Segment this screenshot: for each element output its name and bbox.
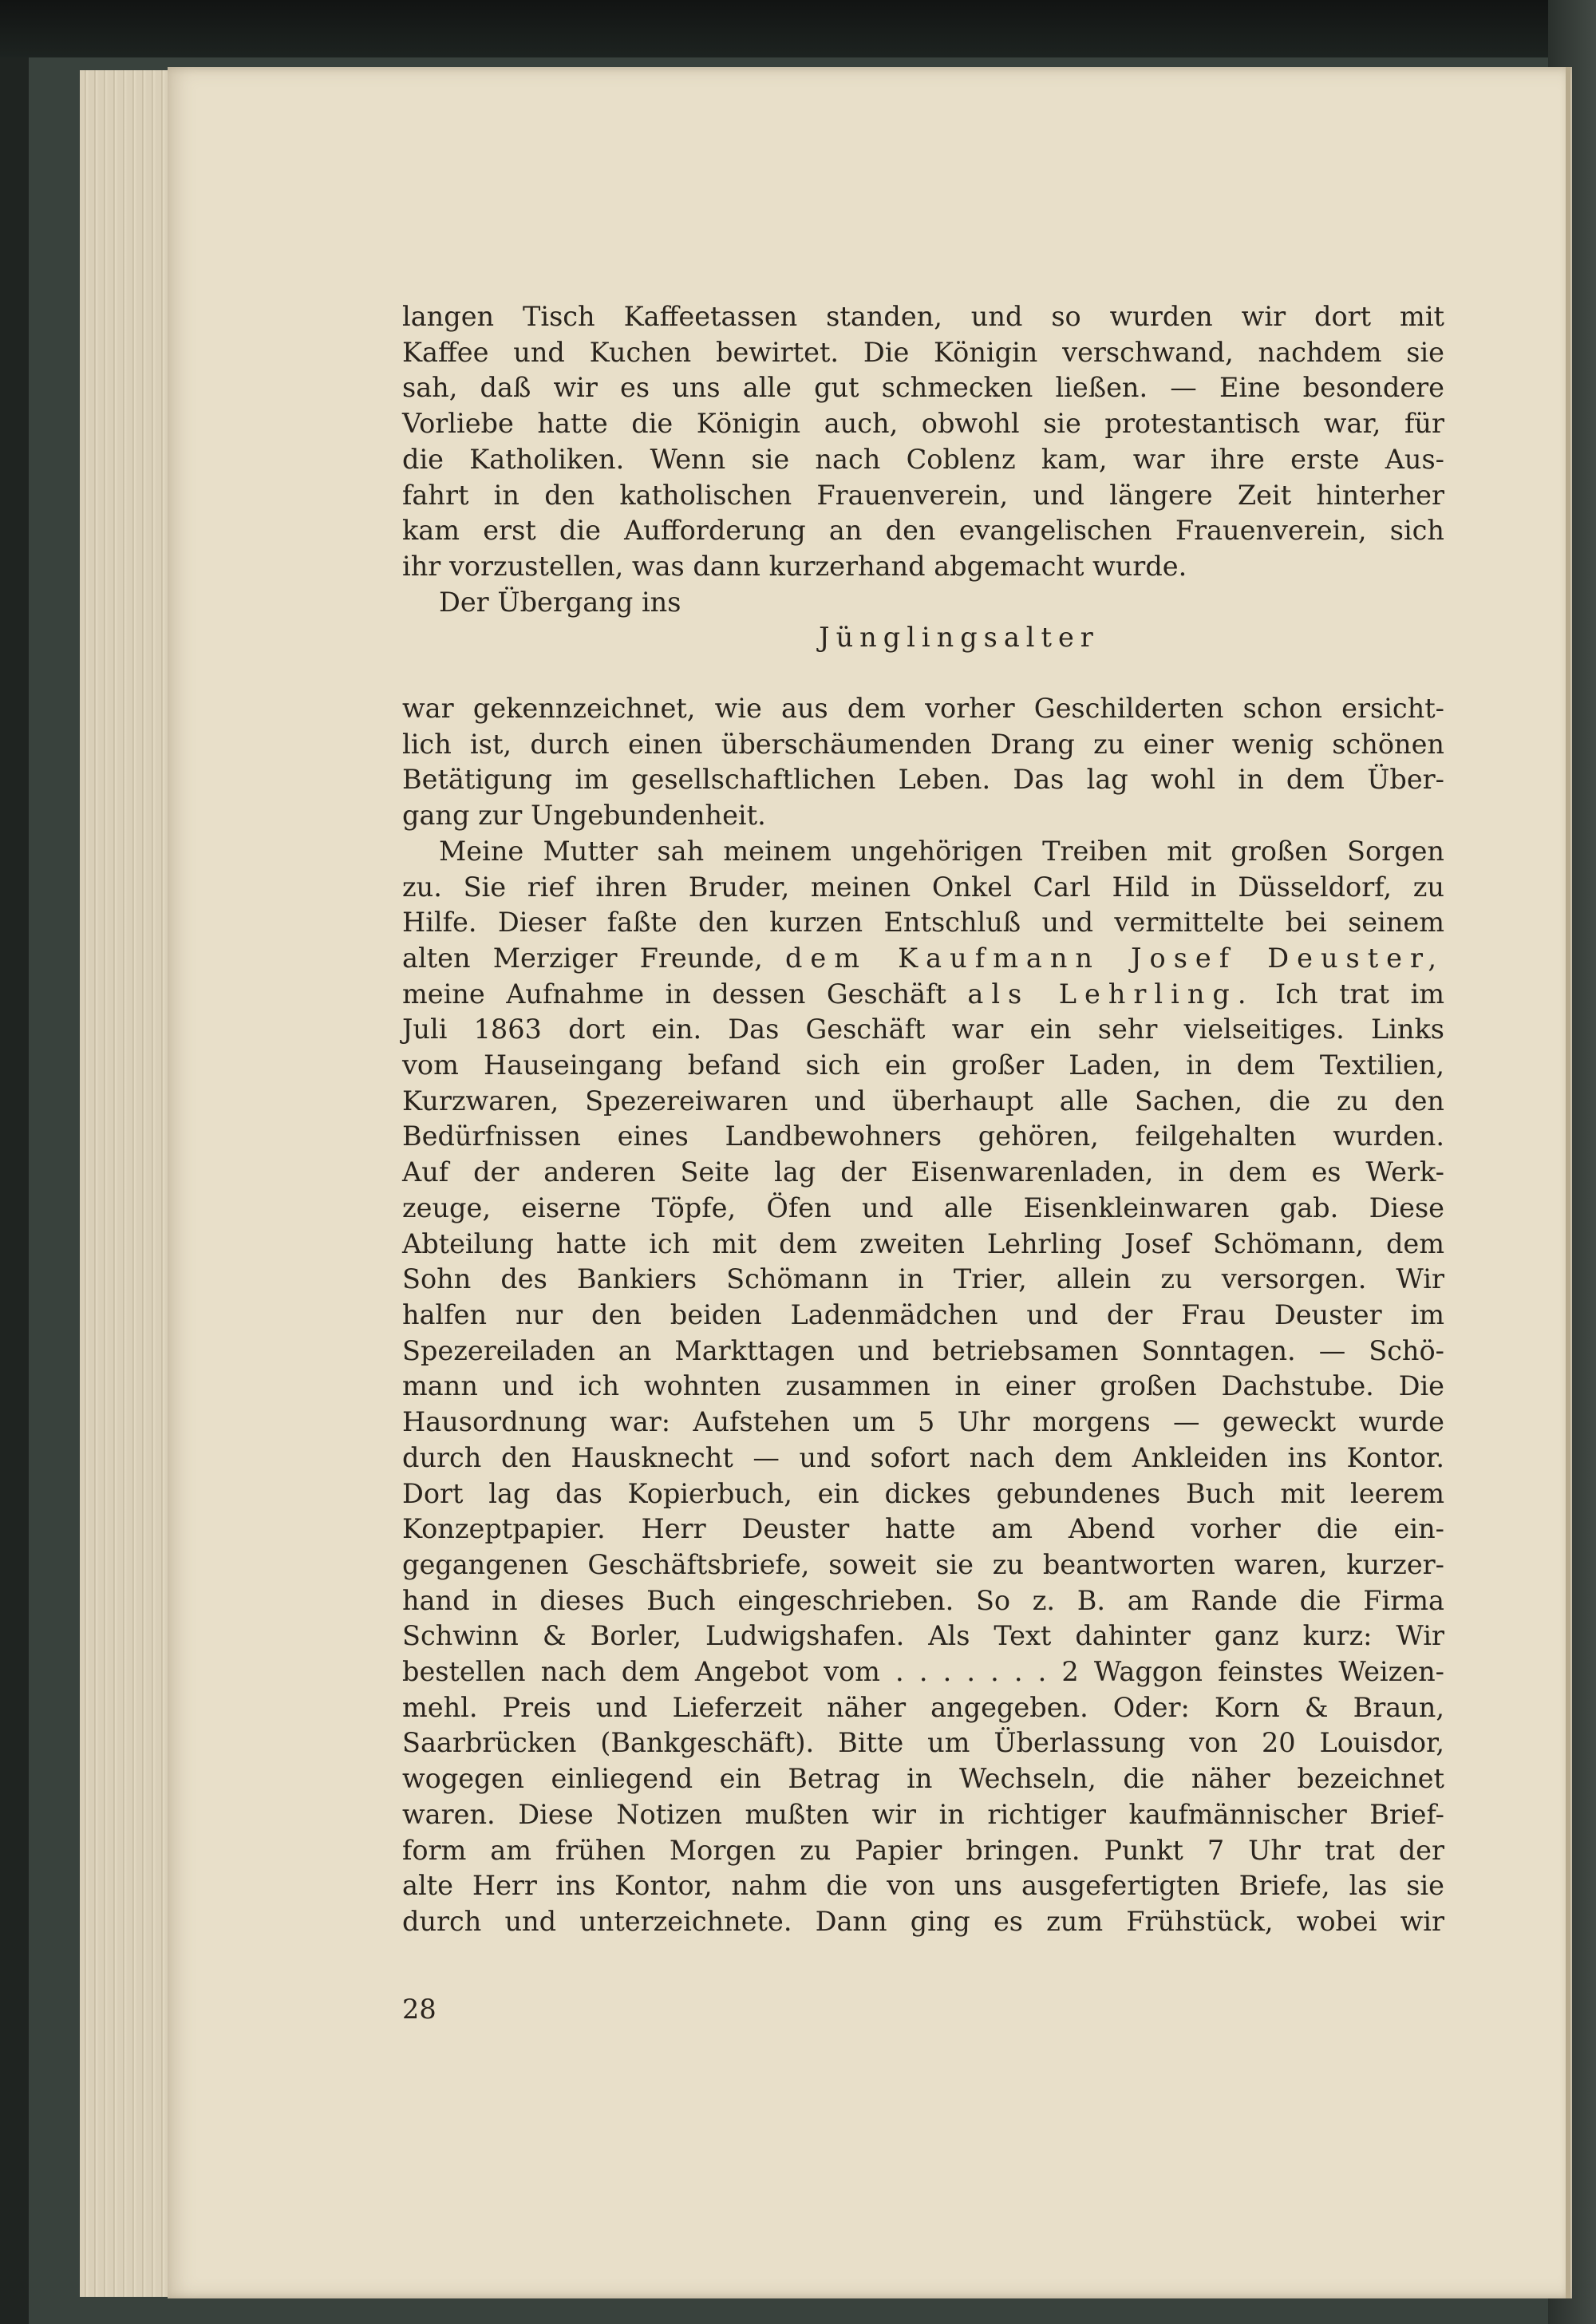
text-line: hand in dieses Buch eingeschrieben. So z. B. am Rande die Firma xyxy=(402,1584,1444,1616)
text-line: Abteilung hatte ich mit dem zweiten Lehrling Josef Schömann, dem xyxy=(402,1227,1444,1259)
text-line: zu. Sie rief ihren Bruder, meinen Onkel Carl Hild in Düsseldorf, zu xyxy=(402,871,1444,903)
text-line: Betätigung im gesellschaftlichen Leben. Das lag wohl in dem Über- xyxy=(402,764,1444,796)
page-number: 28 xyxy=(402,1994,437,2025)
text-line: wogegen einliegend ein Betrag in Wechseln, die näher bezeichnet xyxy=(402,1763,1444,1795)
text-line: Dort lag das Kopierbuch, ein dickes gebundenes Buch mit leerem xyxy=(402,1477,1444,1509)
text-line-spaced-role xyxy=(402,977,1444,1013)
text-line: alte Herr ins Kontor, nahm die von uns ausgefertigten Briefe, las sie xyxy=(402,1870,1444,1902)
text-line: mehl. Preis und Lieferzeit näher angegeben. Oder: Korn & Braun, xyxy=(402,1691,1444,1723)
page-right-edge xyxy=(1566,67,1570,2298)
text-line: Juli 1863 dort ein. Das Geschäft war ein sehr vielseitiges. Links xyxy=(402,1014,1444,1045)
text-line: Sohn des Bankiers Schömann in Trier, allein zu versorgen. Wir xyxy=(402,1263,1444,1295)
text-line: Vorliebe hatte die Königin auch, obwohl sie protestantisch war, für xyxy=(402,408,1444,440)
text-line: die Katholiken. Wenn sie nach Coblenz kam, war ihre erste Aus- xyxy=(402,443,1444,475)
text-fragment: Ich trat im xyxy=(1275,978,1444,1010)
text-line: Hilfe. Dieser faßte den kurzen Entschluß und vermittelte bei seinem xyxy=(402,907,1444,939)
text-line: ihr vorzustellen, was dann kurzerhand abgemacht wurde. xyxy=(402,550,1187,582)
spaced-role: als Lehrling. xyxy=(967,978,1254,1010)
text-line: zeuge, eiserne Töpfe, Öfen und alle Eisenkleinwaren gab. Diese xyxy=(402,1192,1444,1223)
section-intro: Der Übergang ins xyxy=(439,586,681,618)
text-line: form am frühen Morgen zu Papier bringen. Punkt 7 Uhr trat der xyxy=(402,1834,1444,1866)
text-line: waren. Diese Notizen mußten wir in richtiger kaufmännischer Brief- xyxy=(402,1798,1444,1830)
text-line: halfen nur den beiden Ladenmädchen und der Frau Deuster im xyxy=(402,1298,1444,1330)
text-line: sah, daß wir es uns alle gut schmecken ließen. — Eine besondere xyxy=(402,372,1444,404)
text-line: kam erst die Aufforderung an den evangelischen Frauenverein, sich xyxy=(402,515,1444,547)
text-line: Spezereiladen an Markttagen und betriebsamen Sonntagen. — Schö- xyxy=(402,1334,1444,1366)
text-line: gegangenen Geschäftsbriefe, soweit sie zu beantworten waren, kurzer- xyxy=(402,1548,1444,1580)
text-line: mann und ich wohnten zusammen in einer großen Dachstube. Die xyxy=(402,1370,1444,1402)
text-line: vom Hauseingang befand sich ein großer Laden, in dem Textilien, xyxy=(402,1049,1444,1081)
text-line: Kurzwaren, Spezereiwaren und überhaupt alle Sachen, die zu den xyxy=(402,1085,1444,1117)
page-text xyxy=(402,299,1444,1940)
text-fragment: alten Merziger Freunde, xyxy=(402,942,763,974)
text-line: Saarbrücken (Bankgeschäft). Bitte um Überlassung von 20 Louisdor, xyxy=(402,1727,1444,1759)
text-line: gang zur Ungebundenheit. xyxy=(402,800,766,832)
text-line: langen Tisch Kaffeetassen standen, und so wurden wir dort mit xyxy=(402,301,1444,332)
text-line: fahrt in den katholischen Frauenverein, und längere Zeit hinterher xyxy=(402,479,1444,511)
text-line: Schwinn & Borler, Ludwigshafen. Als Text dahinter ganz kurz: Wir xyxy=(402,1620,1444,1652)
spaced-name: dem Kaufmann Josef Deuster, xyxy=(784,942,1444,974)
text-line: lich ist, durch einen überschäumenden Drang zu einer wenig schönen xyxy=(402,728,1444,760)
text-line: Konzeptpapier. Herr Deuster hatte am Abend vorher die ein- xyxy=(402,1513,1444,1545)
text-line: war gekennzeichnet, wie aus dem vorher Geschilderten schon ersicht- xyxy=(402,693,1444,725)
text-line: durch und unterzeichnete. Dann ging es zum Frühstück, wobei wir xyxy=(402,1905,1444,1937)
text-line: Kaffee und Kuchen bewirtet. Die Königin verschwand, nachdem sie xyxy=(402,336,1444,368)
text-line: Bedürfnissen eines Landbewohners gehören, feilgehalten wurden. xyxy=(402,1120,1444,1152)
text-fragment: meine Aufnahme in dessen Geschäft xyxy=(402,978,946,1010)
text-line-spaced-name xyxy=(402,941,1444,977)
text-line: Hausordnung war: Aufstehen um 5 Uhr morgens — geweckt wurde xyxy=(402,1406,1444,1438)
text-line: durch den Hausknecht — und sofort nach dem Ankleiden ins Kontor. xyxy=(402,1441,1444,1473)
text-line: Auf der anderen Seite lag der Eisenwarenladen, in dem es Werk- xyxy=(402,1156,1444,1188)
section-heading: Jünglingsalter xyxy=(819,622,1100,654)
cover-top-strip xyxy=(0,0,1596,57)
text-line: Meine Mutter sah meinem ungehörigen Treiben mit großen Sorgen xyxy=(439,835,1444,867)
text-line: bestellen nach dem Angebot vom . . . . . . . 2 Waggon feinstes Weizen- xyxy=(402,1656,1444,1688)
